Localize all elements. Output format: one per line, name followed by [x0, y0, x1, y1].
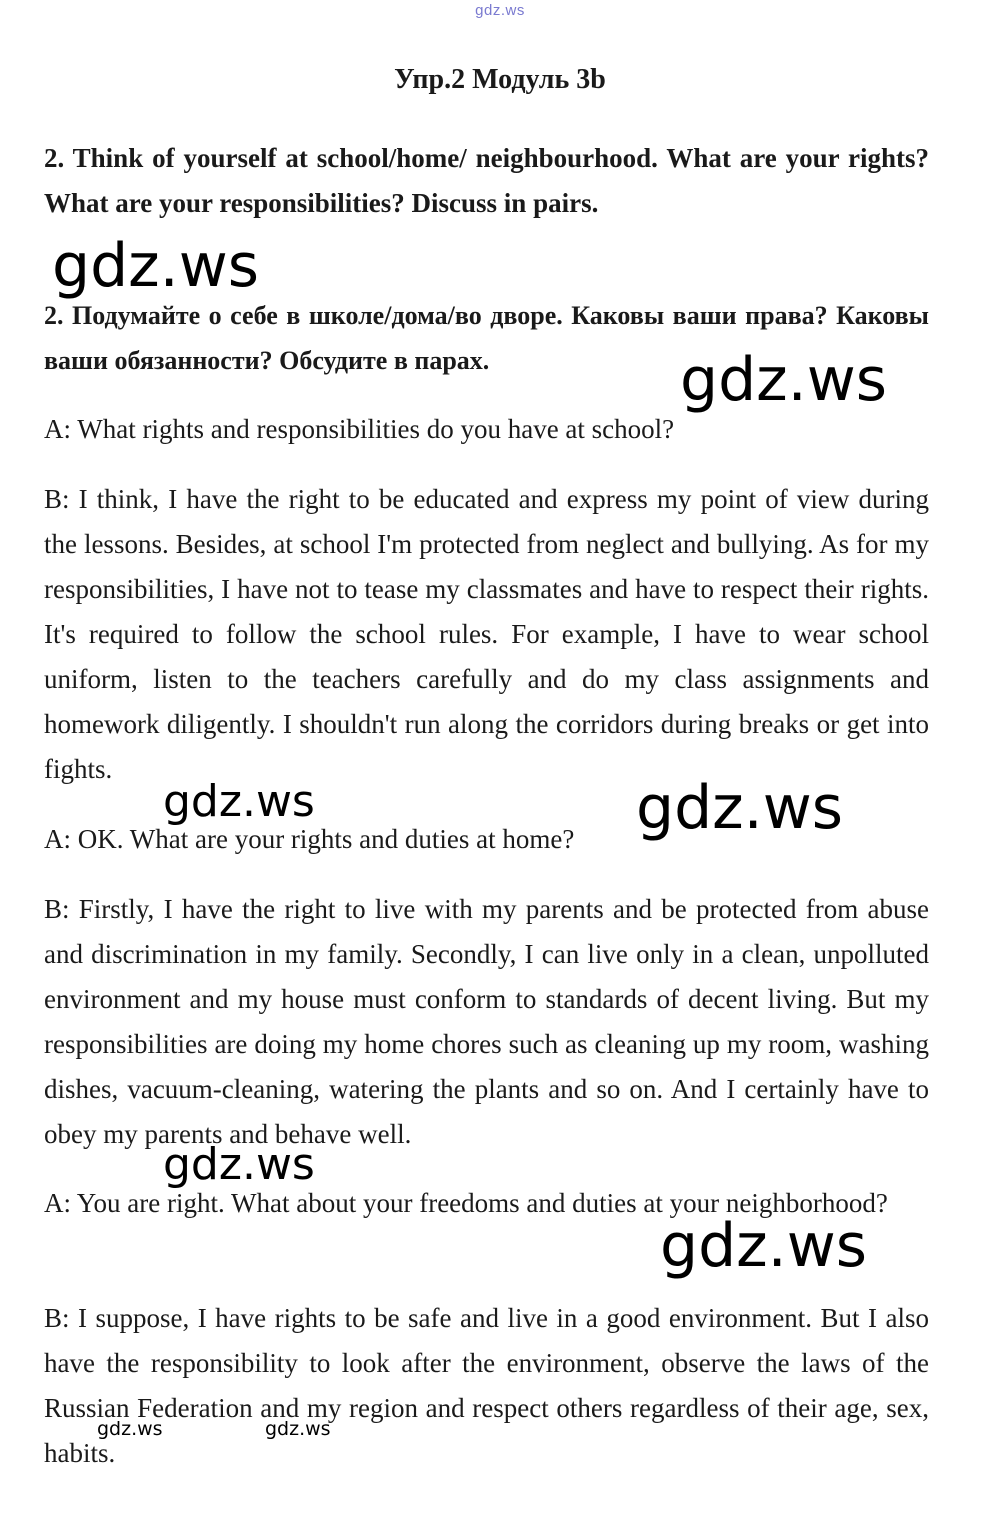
dialogue-line-a3: A: You are right. What about your freedoms and duties at your neighborhood?	[44, 1188, 888, 1218]
watermark: gdz.ws	[97, 1418, 163, 1440]
watermark: gdz.ws	[265, 1418, 331, 1440]
task-russian: 2. Подумайте о себе в школе/дома/во дворе. Каковы ваши права? Каковы ваши обязанности? Обсудите в парах.	[44, 301, 929, 375]
watermark: gdz.ws	[636, 773, 844, 843]
watermark: gdz.ws	[680, 345, 888, 415]
watermark: gdz.ws	[660, 1211, 868, 1281]
watermark: gdz.ws	[163, 1139, 315, 1190]
watermark: gdz.ws	[163, 776, 315, 827]
watermark: gdz.ws	[52, 231, 260, 301]
task-english: 2. Think of yourself at school/home/ neighbourhood. What are your rights? What are your responsibilities? Discuss in pairs.	[44, 143, 929, 218]
dialogue-line-b1: B: I think, I have the right to be educated and express my point of view during the lessons. Besides, at school I'm protected from neglect and bullying. As for my responsibilities, I have not to tease my classmates and have to respect their rights. It's required to follow the school rules. For example, I have to wear school uniform, listen to the teachers carefully and do my class assignments and homework diligently. I shouldn't run along the corridors during breaks or get into fights.	[44, 484, 929, 784]
dialogue-line-a1: A: What rights and responsibilities do you have at school?	[44, 414, 675, 444]
page-title: Упр.2 Модуль 3b	[394, 64, 606, 95]
dialogue-line-a2: A: OK. What are your rights and duties at home?	[44, 824, 575, 854]
watermark-top: gdz.ws	[475, 2, 525, 19]
dialogue-line-b2: B: Firstly, I have the right to live with my parents and be protected from abuse and discrimination in my family. Secondly, I can live only in a clean, unpolluted environment and my house must conform to standards of decent living. But my responsibilities are doing my home chores such as cleaning up my room, washing dishes, vacuum-cleaning, watering the plants and so on. And I certainly have to obey my parents and behave well.	[44, 894, 929, 1149]
dialogue-line-b3: B: I suppose, I have rights to be safe and live in a good environment. But I also have the responsibility to look after the environment, observe the laws of the Russian Federation and my region and respect others regardless of their age, sex, habits.	[44, 1303, 929, 1468]
